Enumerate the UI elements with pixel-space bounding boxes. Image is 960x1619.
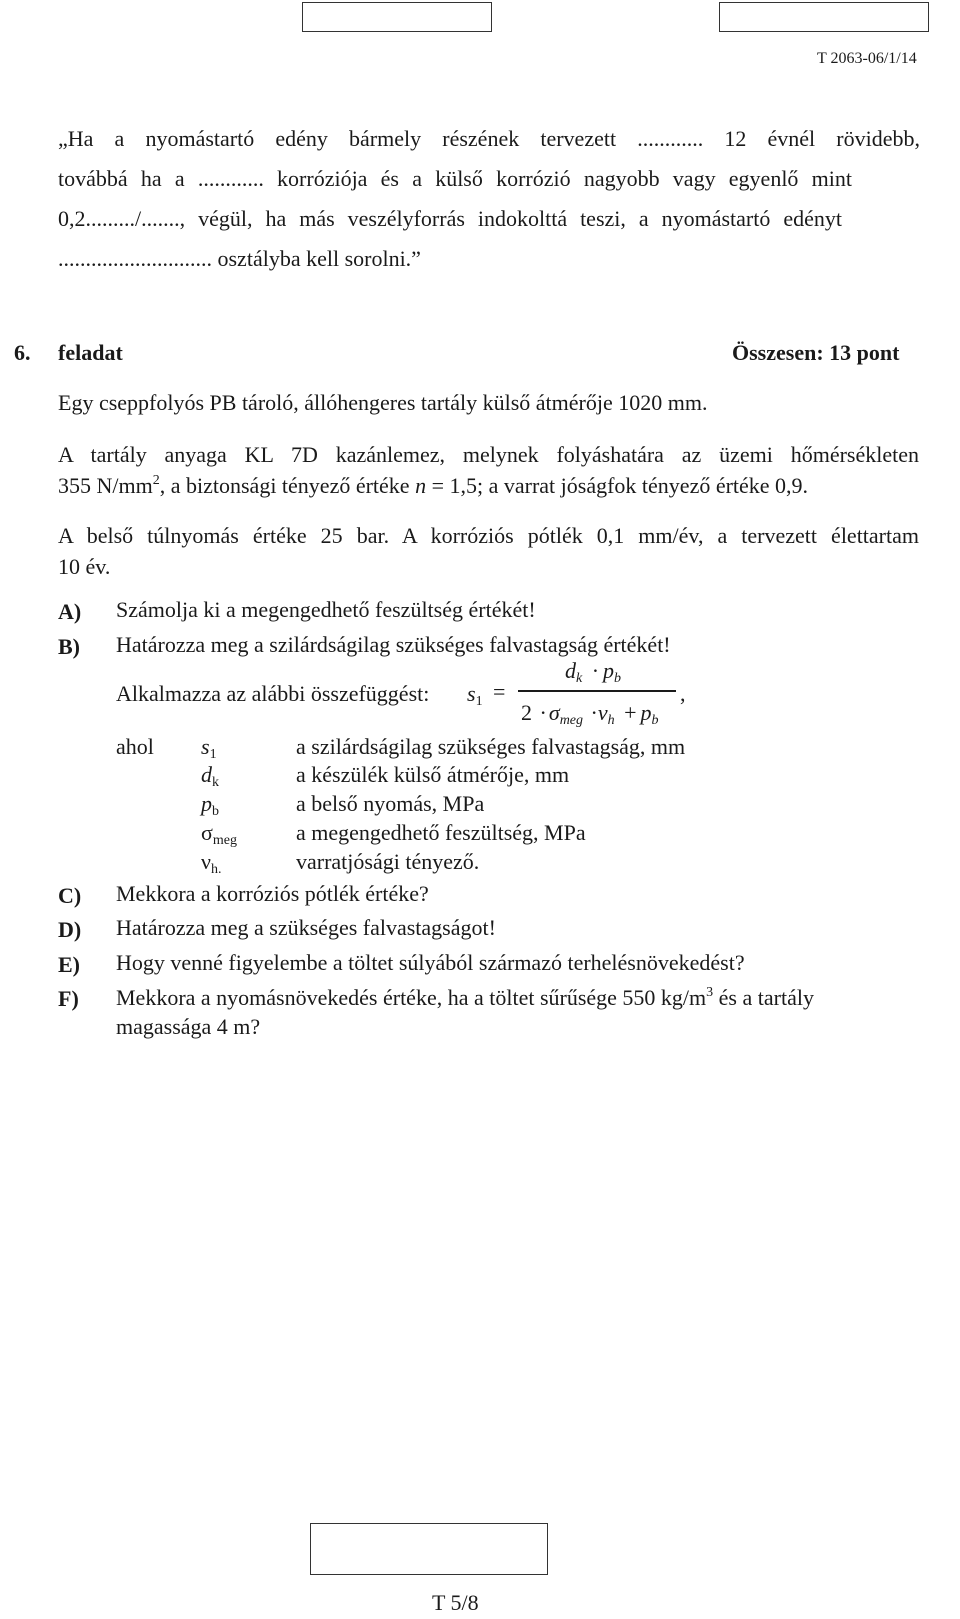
para2-line-2: 10 év. — [58, 554, 111, 579]
score-box-right — [719, 2, 929, 32]
question-b-text: Határozza meg a szilárdságilag szükséges falvastagság értékét! — [116, 632, 671, 657]
para1-text-c: = 1,5; a varrat jóságfok tényező értéke 0,9. — [426, 473, 809, 498]
formula-lhs: $s_1$ — [467, 681, 483, 709]
def-sym-sigma: $\sigma_{meg}$ — [201, 820, 237, 848]
definitions-ahol: ahol — [116, 734, 154, 759]
question-f-text-line-2: magassága 4 m? — [116, 1014, 261, 1039]
question-c-label: C) — [58, 883, 82, 908]
para1-line-2 — [58, 474, 808, 497]
formula-comma: , — [680, 681, 686, 706]
def-sym-dk: $d_k$ — [201, 762, 219, 790]
formula-numerator: $d_k \cdot p_b$ — [565, 658, 622, 686]
quote-line-4: ............................ osztályba kell sorolni.” — [58, 246, 421, 271]
document-code: T 2063-06/1/14 — [817, 50, 917, 67]
quote-line-1: „Ha a nyomástartó edény bármely részének tervezett ............ 12 évnél rövidebb, — [58, 126, 920, 151]
question-f-label: F) — [58, 986, 79, 1011]
def-sym-nu: $\nu_{h.}$ — [201, 849, 222, 877]
question-a-text: Számolja ki a megengedhető feszültség értékét! — [116, 597, 536, 622]
question-d-text: Határozza meg a szükséges falvastagságot! — [116, 915, 496, 940]
footer-score-box — [310, 1523, 548, 1575]
formula-lead: Alkalmazza az alábbi összefüggést: — [116, 681, 430, 706]
task-points: Összesen: 13 pont — [732, 340, 900, 365]
para1-n: n — [415, 473, 427, 498]
question-f-text: Mekkora a nyomásnövekedés értéke, ha a töltet sűrűsége 550 $kg/m^3$ és a tartály — [116, 985, 814, 1010]
def-text-nu: varratjósági tényező. — [296, 849, 480, 874]
def-text-s1: a szilárdságilag szükséges falvastagság, mm — [296, 734, 686, 759]
quote-line-2: továbbá ha a ............ korróziója és a külső korrózió nagyobb vagy egyenlő mint — [58, 166, 852, 191]
question-b-label: B) — [58, 634, 80, 659]
question-e-text: Hogy venné figyelembe a töltet súlyából származó terhelésnövekedést? — [116, 950, 745, 975]
def-sym-s1: $s_1$ — [201, 734, 217, 762]
score-box-left — [302, 2, 492, 32]
para2-line-1: A belső túlnyomás értéke 25 bar. A korróziós pótlék 0,1 mm/év, a tervezett élettartam — [58, 523, 919, 548]
formula-denominator: $2 \cdot\sigma_{meg} \cdot\nu_h + p_b$ — [521, 700, 659, 728]
formula-equals: = — [493, 679, 506, 704]
para1-text-a: 355 N/mm — [58, 473, 153, 498]
task-title: feladat — [58, 340, 123, 365]
para1-line-1: A tartály anyaga KL 7D kazánlemez, melynek folyáshatára az üzemi hőmérsékleten — [58, 442, 919, 467]
question-c-text: Mekkora a korróziós pótlék értéke? — [116, 881, 429, 906]
fraction-line — [518, 690, 676, 692]
task-intro: Egy cseppfolyós PB tároló, állóhengeres tartály külső átmérője 1020 mm. — [58, 390, 708, 415]
para1-text-b: , a biztonsági tényező értéke — [159, 473, 416, 498]
quote-line-3: 0,2........./......., végül, ha más veszélyforrás indokolttá teszi, a nyomástartó edényt — [58, 206, 842, 231]
task-number: 6. — [14, 340, 31, 365]
question-d-label: D) — [58, 917, 82, 942]
def-text-sigma: a megengedhető feszültség, MPa — [296, 820, 586, 845]
para1-sup: 2 — [152, 473, 160, 488]
page-number: T 5/8 — [432, 1590, 479, 1615]
def-text-pb: a belső nyomás, MPa — [296, 791, 485, 816]
question-e-label: E) — [58, 952, 80, 977]
def-sym-pb: $p_b$ — [201, 791, 219, 819]
question-a-label: A) — [58, 599, 82, 624]
def-text-dk: a készülék külső átmérője, mm — [296, 762, 570, 787]
